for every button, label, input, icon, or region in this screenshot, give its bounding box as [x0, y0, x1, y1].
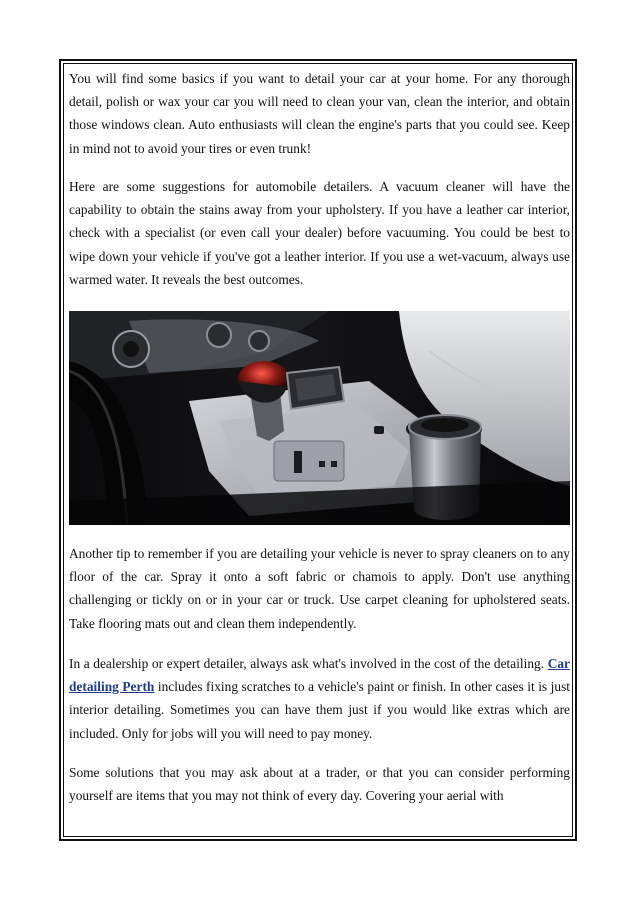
- paragraph-1: You will find some basics if you want to detail your car at your home. For any thorough detail, polish or wax your car you will need to clean your van, clean the interior, and obtain those windows clean. Auto enthusiasts will clean the engine's parts that you could see. Keep in mind not to avoid your tires or even trunk!: [69, 71, 570, 156]
- paragraph-2: Here are some suggestions for automobile detailers. A vacuum cleaner will have the capability to obtain the stains away from your upholstery. If you have a leather car interior, check with a specialist (or even call your dealer) before vacuuming. You could be best to wipe down your vehicle if you've got a leather interior. If you use a wet-vacuum, always use warmed water. It reveals the best outcomes.: [69, 179, 570, 287]
- paragraph-4-lead: In a dealership or expert detailer, always ask what's involved in the cost of the detailing.: [69, 656, 548, 671]
- car-detailing-perth-link[interactable]: Car detailing Perth: [69, 656, 570, 695]
- paragraph-4-rest: includes fixing scratches to a vehicle's paint or finish. In other cases it is just interior detailing. Sometimes you can have them just if you would like extras which are included. Only for jobs will you will need to pay money.: [69, 679, 570, 741]
- car-interior-photo: [69, 311, 570, 525]
- paragraph-3: Another tip to remember if you are detailing your vehicle is never to spray cleaners on to any floor of the car. Spray it onto a soft fabric or chamois to apply. Don't use anything challenging or tickly on or in your car or truck. Use carpet cleaning for upholstered seats. Take flooring mats out and clean them independently.: [69, 546, 570, 631]
- document-body: [69, 63, 570, 835]
- paragraph-4: [69, 652, 570, 745]
- paragraph-5: Some solutions that you may ask about at a trader, or that you can consider performing yourself are items that you may not think of every day. Covering your aerial with: [69, 765, 570, 804]
